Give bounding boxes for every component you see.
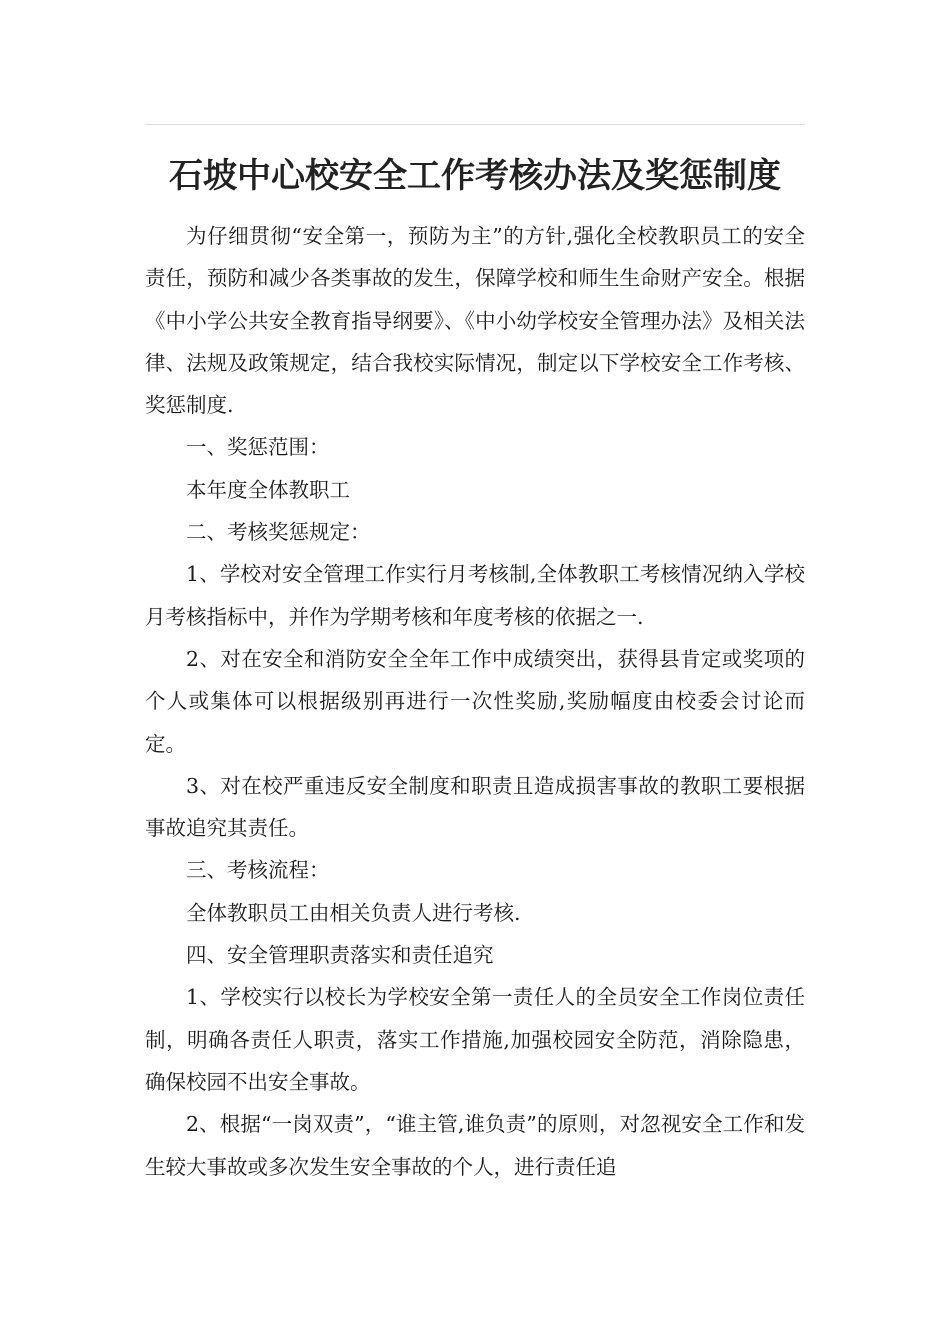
paragraph-rule-3: 3、对在校严重违反安全制度和职责且造成损害事故的教职工要根据事故追究其责任。 <box>145 773 805 841</box>
paragraph-rule-2: 2、对在安全和消防安全全年工作中成绩突出，获得县肯定或奖项的个人或集体可以根据级别再进行一次性奖励,奖励幅度由校委会讨论而定。 <box>145 646 805 756</box>
paragraph-rule-1: 1、学校对安全管理工作实行月考核制,全体教职工考核情况纳入学校月考核指标中，并作为学期考核和年度考核的依据之一. <box>145 562 805 629</box>
paragraph-responsibility-2: 2、根据“一岗双责”，“谁主管,谁负责”的原则，对忽视安全工作和发生较大事故或多次发生安全事故的个人，进行责任追 <box>145 1112 805 1179</box>
section-heading-responsibility: 四、安全管理职责落实和责任追究 <box>186 943 494 968</box>
section-heading-process: 三、考核流程： <box>186 858 330 883</box>
paragraph-intro: 为仔细贯彻“安全第一，预防为主”的方针,强化全校教职员工的安全责任，预防和减少各类事故的发生，保障学校和师生生命财产安全。根据《中小学公共安全教育指导纲要》、《中小幼学校安全管理办法》及相关法律、法规及政策规定，结合我校实际情况，制定以下学校安全工作考核、奖惩制度. <box>145 224 805 418</box>
section-heading-rules: 二、考核奖惩规定： <box>186 520 371 545</box>
paragraph-process: 全体教职员工由相关负责人进行考核. <box>186 900 521 925</box>
paragraph-scope: 本年度全体教职工 <box>186 477 350 502</box>
header-divider <box>145 124 805 125</box>
paragraph-responsibility-1: 1、学校实行以校长为学校安全第一责任人的全员安全工作岗位责任制，明确各责任人职责，落实工作措施,加强校园安全防范，消除隐患，确保校园不出安全事故。 <box>145 985 805 1094</box>
section-heading-scope: 一、奖惩范围： <box>186 435 330 460</box>
document-body <box>145 215 805 1188</box>
document-title: 石坡中心校安全工作考核办法及奖惩制度 <box>169 156 781 196</box>
